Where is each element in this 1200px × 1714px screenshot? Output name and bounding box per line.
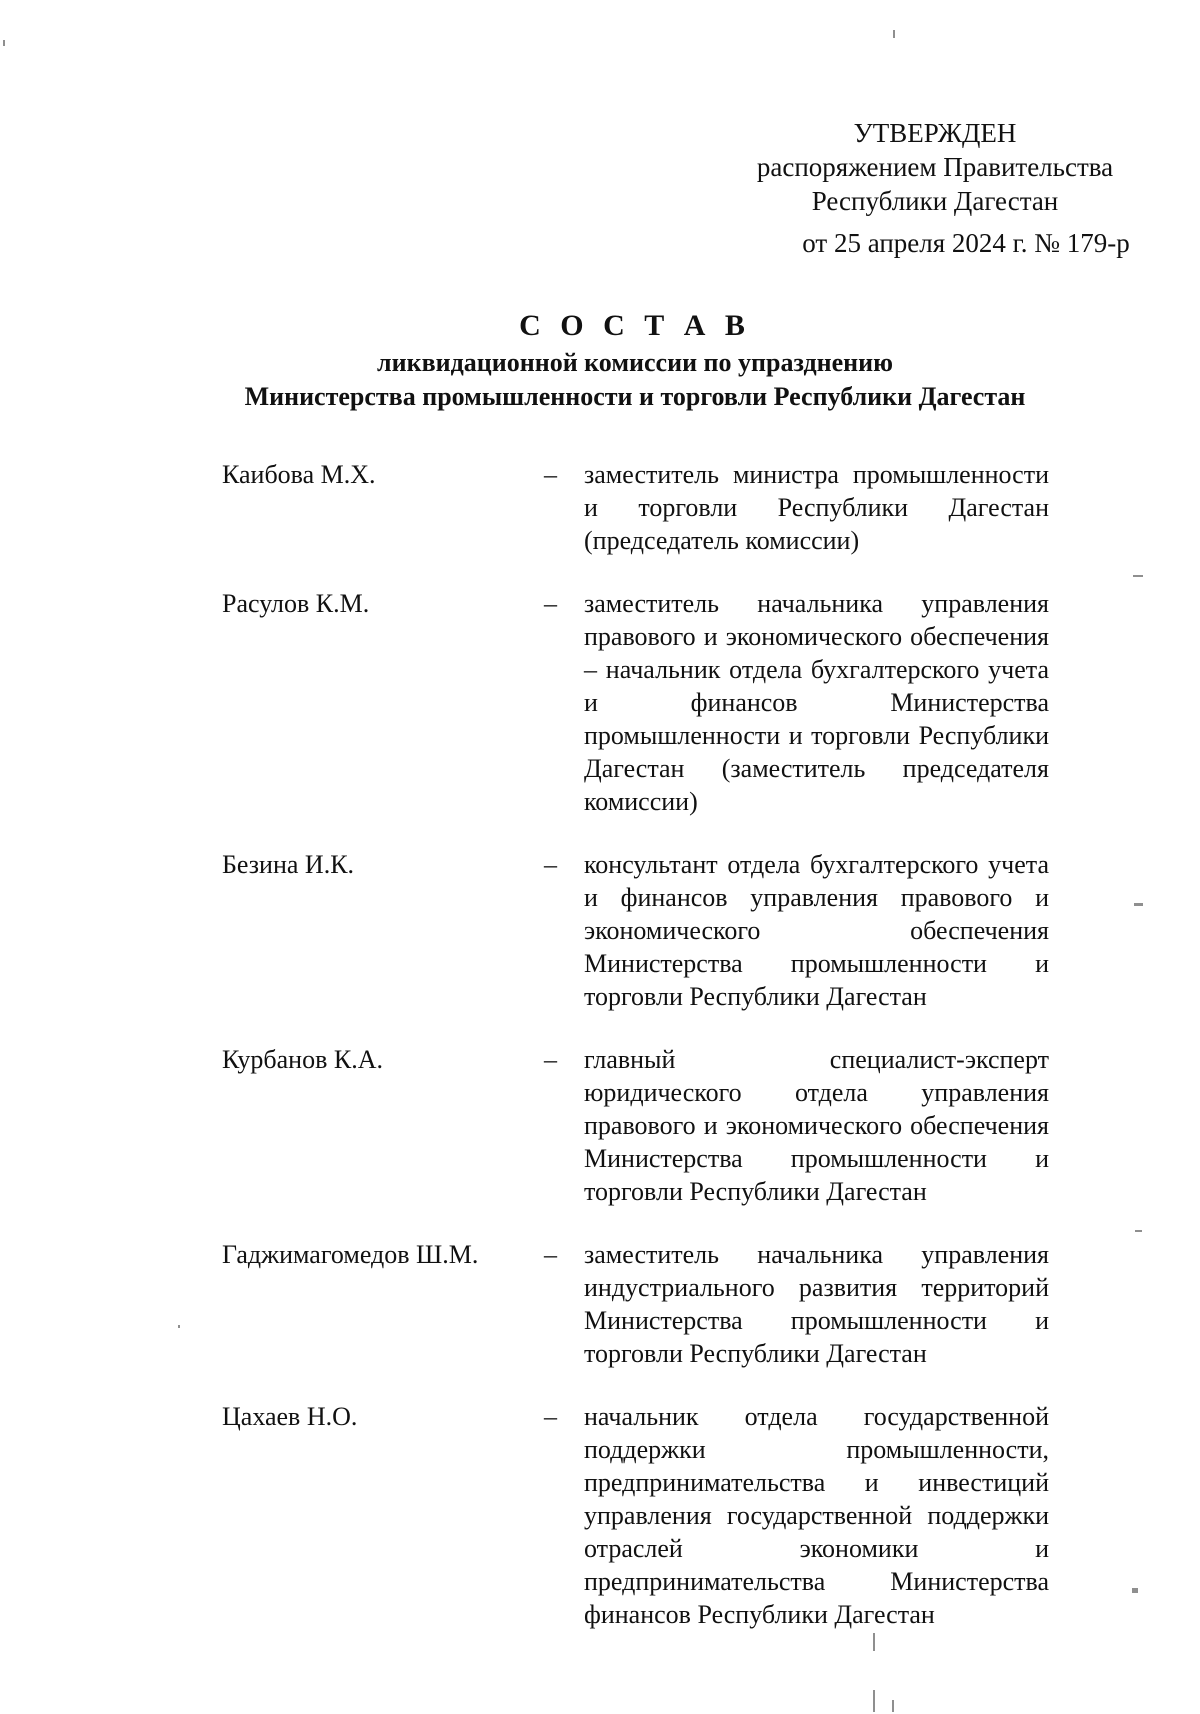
document-title-block <box>120 306 1150 414</box>
approval-stamp-block <box>720 116 1150 260</box>
member-dash: – <box>544 1045 557 1074</box>
member-dash: – <box>544 460 557 489</box>
document-subtitle-line-1: ликвидационной комиссии по упразднению <box>377 348 893 377</box>
member-dash: – <box>544 1240 557 1269</box>
approval-region: Республики Дагестан <box>811 186 1059 216</box>
scan-artifact <box>1133 575 1143 577</box>
approval-date: от 25 апреля 2024 г. № 179-р <box>802 228 1130 258</box>
approval-status: УТВЕРЖДЕН <box>853 118 1017 148</box>
scan-artifact <box>873 1690 875 1712</box>
member-row <box>222 1238 1052 1370</box>
scan-artifact <box>178 1325 180 1328</box>
member-dash: – <box>544 589 557 618</box>
member-position: заместитель начальника управления правового и экономического обеспечения – начальник отдела бухгалтерского учета и финансов Министерства промышленности и торговли Республики Дагестан (заместитель председателя комиссии) <box>584 589 1049 816</box>
member-row <box>222 1043 1052 1208</box>
member-dash: – <box>544 850 557 879</box>
member-dash: – <box>544 1402 557 1431</box>
member-position: заместитель начальника управления индустриального развития территорий Министерства промышленности и торговли Республики Дагестан <box>584 1240 1049 1368</box>
members-list <box>222 458 1052 1661</box>
scan-artifact <box>873 1633 875 1651</box>
scan-artifact <box>1135 1230 1142 1232</box>
member-position: начальник отдела государственной поддержки промышленности, предпринимательства и инвестиций управления государственной поддержки отраслей экономики и предпринимательства Министерства финансов Республики Дагестан <box>584 1402 1049 1629</box>
scan-artifact <box>892 1700 894 1712</box>
member-row <box>222 458 1052 557</box>
member-name: Курбанов К.А. <box>222 1045 383 1074</box>
approval-authority: распоряжением Правительства <box>756 152 1114 182</box>
member-name: Цахаев Н.О. <box>222 1402 358 1431</box>
member-name: Гаджимагомедов Ш.М. <box>222 1240 479 1269</box>
scan-artifact <box>3 40 5 46</box>
member-position: консультант отдела бухгалтерского учета и финансов управления правового и экономического обеспечения Министерства промышленности и торговли Республики Дагестан <box>584 850 1049 1011</box>
scan-artifact <box>1134 903 1143 906</box>
member-name: Безина И.К. <box>222 850 355 879</box>
member-name: Каибова М.Х. <box>222 460 376 489</box>
scan-artifact <box>1132 1588 1138 1593</box>
member-position: главный специалист-эксперт юридического отдела управления правового и экономического обеспечения Министерства промышленности и торговли Республики Дагестан <box>584 1045 1049 1206</box>
member-position: заместитель министра промышленности и торговли Республики Дагестан (председатель комиссии) <box>584 460 1049 555</box>
document-title: С О С Т А В <box>519 309 751 342</box>
document-subtitle-line-2: Министерства промышленности и торговли Республики Дагестан <box>244 382 1026 411</box>
member-row <box>222 848 1052 1013</box>
member-name: Расулов К.М. <box>222 589 370 618</box>
member-row <box>222 587 1052 818</box>
member-row <box>222 1400 1052 1631</box>
scan-artifact <box>893 30 895 38</box>
